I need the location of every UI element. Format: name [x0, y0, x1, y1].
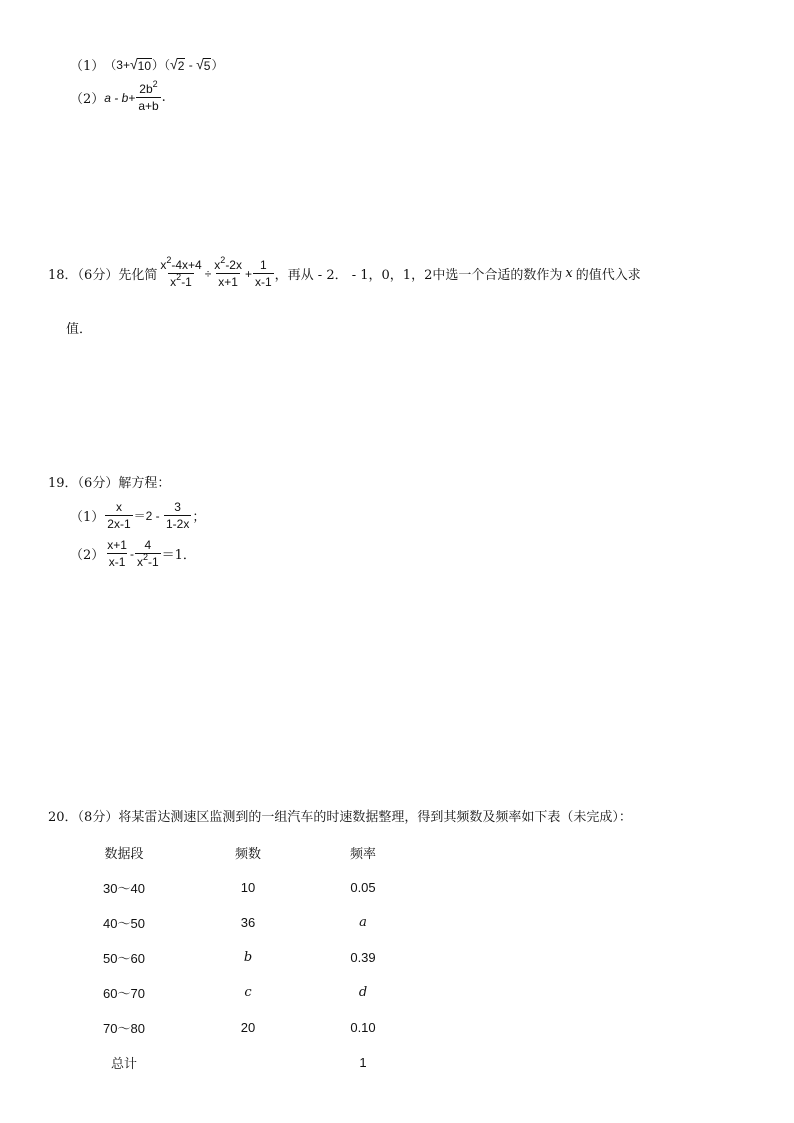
- cell-frequency-count: 36: [240, 915, 256, 930]
- p17-item2-tail: .: [161, 90, 166, 105]
- cell-frequency-count: 20: [240, 1020, 256, 1035]
- fraction-2: [212, 255, 244, 289]
- cell-frequency-count: c: [244, 985, 252, 1000]
- frac-numerator: 1: [259, 258, 267, 272]
- exponent: 2: [166, 255, 172, 265]
- sqrt-radicand: 2: [177, 58, 185, 73]
- cell-data-segment: 50～60: [103, 951, 145, 966]
- p18-var: x: [565, 266, 573, 281]
- frac-numerator: 2b: [139, 82, 153, 96]
- p17-item2-lead: a - b+: [104, 90, 136, 105]
- radical-sign: √: [170, 55, 178, 72]
- frac-part: -1: [147, 555, 159, 569]
- frac-denominator: 1-2x: [165, 517, 190, 531]
- sqrt-5: [196, 56, 211, 74]
- table-row: [80, 940, 398, 975]
- p18-tail2: 的值代入求: [575, 268, 641, 283]
- p17-item1-close: ）: [211, 58, 224, 72]
- p19-eq1-label: （1）: [70, 510, 105, 525]
- exponent: 2: [176, 272, 182, 282]
- p18-number: 18．（6分）先化简: [48, 268, 158, 283]
- frac-part: -1: [181, 275, 192, 289]
- header-frequency-rate: 频率: [349, 847, 376, 862]
- cell-data-segment: 60～70: [103, 986, 145, 1001]
- minus-sign: -: [129, 546, 134, 561]
- cell-frequency-rate: 1: [359, 1055, 367, 1070]
- header-frequency-count: 频数: [234, 847, 261, 862]
- frac-denominator: x+1: [218, 275, 238, 289]
- cell-data-segment: 30～40: [103, 881, 145, 896]
- exponent: 2: [152, 79, 158, 89]
- table-row: [80, 1045, 398, 1080]
- divide-sign: ÷: [204, 266, 212, 281]
- table-header-row: [80, 835, 398, 870]
- cell-frequency-rate: 0.05: [350, 880, 376, 895]
- header-data-segment: 数据段: [104, 847, 144, 862]
- plus-sign: +: [244, 266, 252, 281]
- table-row: [80, 975, 398, 1010]
- p19-eq2-tail: ＝1．: [161, 548, 196, 563]
- radical-sign: √: [196, 55, 204, 72]
- frac-denominator: x-1: [255, 275, 272, 289]
- exponent: 2: [220, 255, 226, 265]
- cell-data-segment: 总计: [110, 1057, 137, 1072]
- frac-numerator: x: [115, 500, 122, 514]
- cell-data-segment: 70～80: [103, 1021, 145, 1036]
- cell-frequency-count: 10: [240, 880, 256, 895]
- frac-part: x: [160, 258, 167, 272]
- sqrt-2: [170, 56, 185, 74]
- p17-item2-label: （2）: [70, 92, 105, 107]
- frac-denominator: 2x-1: [107, 517, 131, 531]
- exponent: 2: [142, 552, 148, 562]
- sqrt-10: [130, 56, 152, 74]
- p19-eq1-mid: ＝2 -: [133, 509, 163, 523]
- cell-frequency-rate: 0.10: [350, 1020, 376, 1035]
- fraction-x+1-over-x-1: [105, 538, 129, 569]
- p19-eq1: [70, 500, 205, 531]
- p20-title: 20．（8分）将某雷达测速区监测到的一组汽车的时速数据整理，得到其频数及频率如下表（未完成）：: [48, 810, 632, 825]
- frac-part: -2x: [225, 258, 242, 272]
- frac-numerator: 3: [174, 500, 181, 514]
- cell-frequency-rate: d: [358, 985, 368, 1000]
- p19-title: 19．（6分）解方程：: [48, 476, 171, 491]
- p19-eq1-tail: ；: [192, 510, 206, 525]
- cell-frequency-count: [168, 1045, 328, 1080]
- table-row: [80, 1010, 398, 1045]
- p18-tail: ，再从 - 2． - 1，0，1，2中选一个合适的数作为: [274, 268, 563, 283]
- fraction-4-over-x2-1: [135, 538, 161, 569]
- frac-numerator: x+1: [107, 538, 127, 552]
- p19-eq2-label: （2）: [70, 548, 105, 563]
- sqrt-radicand: 10: [137, 58, 152, 73]
- radical-sign: √: [129, 55, 138, 72]
- table-row: [80, 905, 398, 940]
- p17-item1: [70, 55, 223, 74]
- frac-part: x: [136, 555, 143, 569]
- frac-denominator: x-1: [108, 555, 126, 569]
- cell-data-segment: 40～50: [103, 916, 145, 931]
- frac-part: x: [214, 258, 221, 272]
- p17-item1-label: （1）: [70, 59, 105, 74]
- frequency-table: [80, 835, 398, 1080]
- p17-item1-mid: ）（: [152, 58, 171, 72]
- fraction-3: [253, 258, 274, 289]
- fraction-x-over-2x-1: [105, 500, 132, 531]
- cell-frequency-rate: a: [359, 915, 367, 930]
- p19-eq2: [70, 538, 196, 569]
- table-row: [80, 870, 398, 905]
- cell-frequency-rate: 0.39: [350, 950, 376, 965]
- fraction-1: [158, 255, 203, 289]
- frac-numerator: 4: [144, 538, 152, 552]
- p18-continuation: 值．: [66, 322, 93, 337]
- frac-denominator: a+b: [138, 99, 159, 113]
- sqrt-radicand: 5: [203, 58, 211, 73]
- p17-item2: [70, 79, 166, 113]
- fraction-2b2-over-a-plus-b: [136, 79, 160, 113]
- fraction-3-over-1-2x: [164, 500, 191, 531]
- p17-item1-minus: -: [185, 57, 197, 72]
- frac-part: x: [170, 275, 177, 289]
- p17-item1-open: （3+: [104, 58, 130, 72]
- frac-part: -4x+4: [171, 258, 202, 272]
- p18-line: [48, 255, 641, 289]
- cell-frequency-count: b: [243, 950, 253, 965]
